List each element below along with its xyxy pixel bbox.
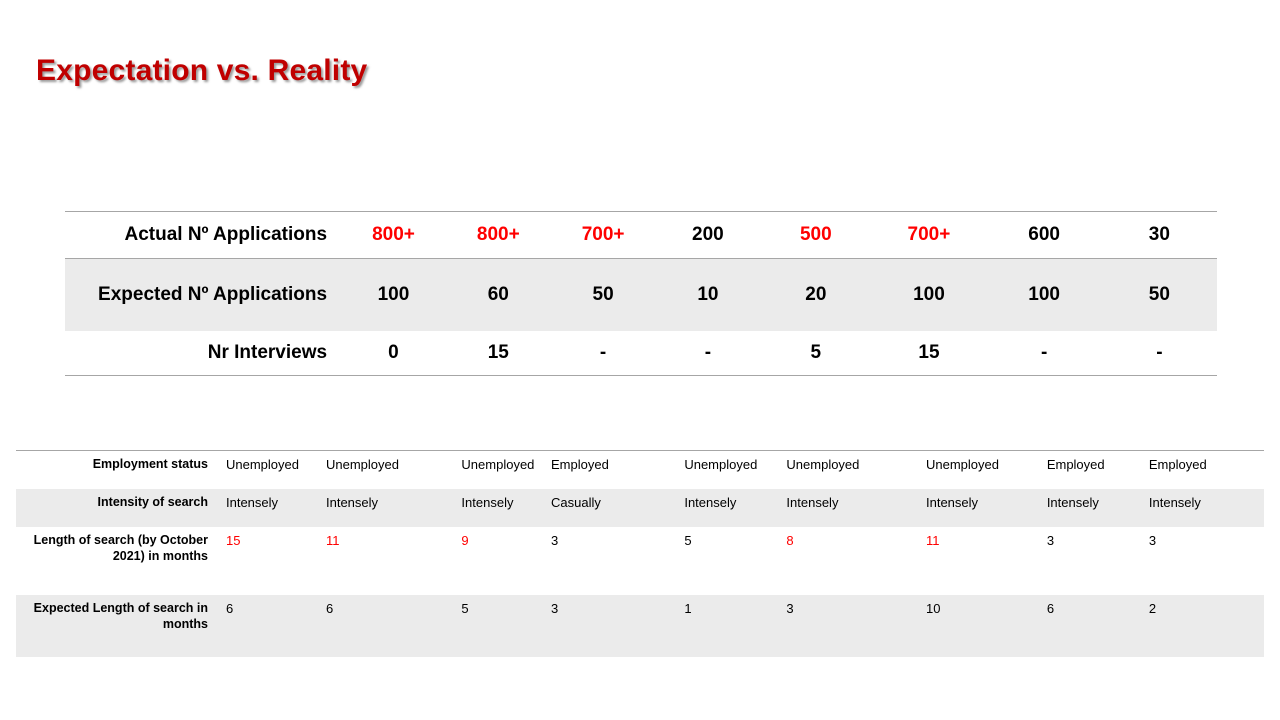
table-cell: - [1156, 342, 1163, 363]
table-cell: Intensely [326, 495, 379, 510]
row-label: Expected Length of search in months [33, 601, 208, 631]
row-label: Employment status [92, 457, 208, 471]
table-cell: 10 [925, 601, 941, 616]
table-cell: 9 [461, 533, 469, 548]
table-cell: 800+ [476, 224, 520, 245]
table-cell: Intensely [684, 495, 737, 510]
table-cell: Unemployed [226, 457, 299, 472]
table-cell: 3 [551, 533, 559, 548]
table-cell: 11 [925, 533, 940, 548]
table-cell: 200 [692, 224, 724, 245]
table-row [16, 489, 1264, 527]
table-cell: Intensely [786, 495, 839, 510]
table-cell: Employed [551, 457, 609, 472]
table-cell: 100 [913, 284, 945, 305]
table-cell: 500 [799, 224, 832, 245]
table-cell: Intensely [1046, 495, 1099, 510]
table-cell: Unemployed [461, 457, 535, 472]
table-cell: 0 [388, 342, 399, 363]
table-cell: 60 [487, 284, 509, 305]
table-cell: 2 [1148, 601, 1157, 616]
table-cell: Intensely [461, 495, 514, 510]
table-cell: 600 [1028, 224, 1060, 245]
table-cell: 1 [684, 601, 692, 616]
table-row [65, 331, 1217, 376]
table-cell: 6 [326, 601, 334, 616]
table-cell: 3 [551, 601, 559, 616]
table-cell: 100 [1028, 284, 1060, 305]
table-cell: 15 [226, 533, 241, 548]
table-cell: 8 [786, 533, 794, 548]
table-cell: Unemployed [326, 457, 399, 472]
table-cell: 50 [1148, 284, 1170, 305]
table-cell: 6 [1046, 601, 1055, 616]
table-cell: 30 [1148, 224, 1170, 245]
table-cell: - [599, 342, 607, 363]
table-cell: Intensely [925, 495, 979, 510]
table-cell: 5 [684, 533, 692, 548]
table-row [65, 212, 1217, 259]
table-cell: Intensely [226, 495, 279, 510]
table-cell: 50 [592, 284, 614, 305]
table-cell: 3 [1046, 533, 1055, 548]
table-row [16, 527, 1264, 595]
table-cell: Intensely [1148, 495, 1201, 510]
table-cell: Casually [551, 495, 601, 510]
row-label: Expected Nº Applications [98, 284, 328, 305]
table-row [65, 259, 1217, 332]
table-cell: - [1040, 342, 1048, 363]
table-cell: 3 [786, 601, 794, 616]
table-cell: 5 [810, 342, 822, 363]
applications-table [65, 211, 1217, 376]
page-title: Expectation vs. Reality [36, 54, 368, 87]
row-label: Length of search (by October 2021) in months [33, 533, 208, 563]
table-cell: Employed [1046, 457, 1105, 472]
table-row [16, 595, 1264, 657]
table-cell: 100 [377, 284, 410, 305]
table-row [16, 451, 1264, 490]
search-details-table [16, 450, 1264, 657]
table-cell: Unemployed [684, 457, 758, 472]
row-label: Intensity of search [97, 495, 208, 509]
table-cell: 6 [226, 601, 234, 616]
table-cell: - [704, 342, 712, 363]
table-cell: 20 [805, 284, 827, 305]
table-cell: Unemployed [925, 457, 999, 472]
search-details-table-container [16, 450, 1264, 657]
table-cell: 5 [461, 601, 469, 616]
table-cell: Unemployed [786, 457, 860, 472]
table-cell: Employed [1148, 457, 1207, 472]
table-cell: 10 [697, 284, 719, 305]
table-cell: 11 [326, 533, 340, 548]
table-cell: 700+ [581, 224, 625, 245]
table-cell: 700+ [907, 224, 951, 245]
row-label: Actual Nº Applications [124, 224, 328, 245]
row-label: Nr Interviews [207, 342, 328, 363]
table-cell: 800+ [372, 224, 415, 245]
table-cell: 15 [487, 342, 509, 363]
applications-table-container [65, 211, 1217, 376]
table-cell: 15 [918, 342, 940, 363]
table-cell: 3 [1148, 533, 1157, 548]
